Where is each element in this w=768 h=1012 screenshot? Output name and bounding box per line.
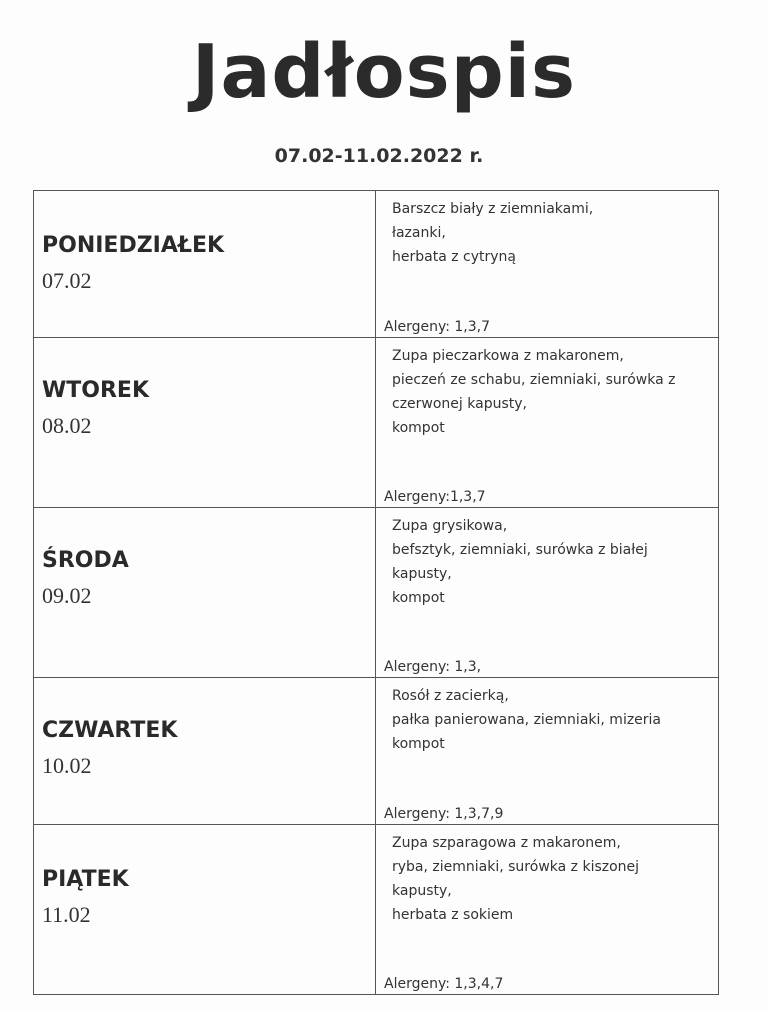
table-row [34, 678, 719, 825]
dish-line: kompot [392, 420, 445, 436]
table-row [34, 508, 719, 678]
allergens-label: Alergeny: 1,3, [384, 659, 482, 675]
dish-line: ryba, ziemniaki, surówka z kiszonej [392, 859, 640, 875]
dish-line: kapusty, [392, 566, 452, 582]
dish-list [384, 338, 718, 440]
table-row [34, 338, 719, 508]
day-date: 07.02 [42, 268, 92, 293]
day-name: PONIEDZIAŁEK [42, 233, 225, 258]
dish-line: kompot [392, 590, 445, 606]
menu-table [33, 190, 719, 995]
day-cell [34, 191, 376, 338]
dish-list [384, 678, 718, 756]
day-date: 10.02 [42, 753, 92, 778]
date-range: 07.02-11.02.2022 r. [274, 145, 484, 167]
day-date: 08.02 [42, 413, 92, 438]
dish-line: herbata z cytryną [392, 249, 516, 265]
dish-cell [376, 678, 719, 825]
day-name: ŚRODA [42, 548, 129, 573]
dish-list [384, 191, 718, 269]
dish-list [384, 825, 718, 927]
dish-line: Zupa pieczarkowa z makaronem, [392, 348, 624, 364]
dish-line: Barszcz biały z ziemniakami, [392, 201, 594, 217]
dish-line: kapusty, [392, 883, 452, 899]
dish-line: Zupa grysikowa, [392, 518, 508, 534]
dish-list [384, 508, 718, 610]
day-name: CZWARTEK [42, 718, 178, 743]
table-row [34, 825, 719, 995]
day-cell [34, 338, 376, 508]
dish-line: Rosół z zacierką, [392, 688, 509, 704]
dish-cell [376, 508, 719, 678]
dish-cell [376, 338, 719, 508]
allergens-label: Alergeny: 1,3,7 [384, 319, 491, 335]
day-cell [34, 678, 376, 825]
allergens-label: Alergeny: 1,3,4,7 [384, 976, 504, 992]
allergens-label: Alergeny:1,3,7 [384, 489, 486, 505]
table-row [34, 191, 719, 338]
day-date: 09.02 [42, 583, 92, 608]
dish-line: łazanki, [392, 225, 446, 241]
day-name: WTOREK [42, 378, 149, 403]
dish-cell [376, 191, 719, 338]
dish-line: herbata z sokiem [392, 907, 514, 923]
dish-line: kompot [392, 736, 445, 752]
day-cell [34, 825, 376, 995]
day-cell [34, 508, 376, 678]
dish-line: pałka panierowana, ziemniaki, mizeria [392, 712, 662, 728]
allergens-label: Alergeny: 1,3,7,9 [384, 806, 504, 822]
page-title: Jadłospis [191, 29, 577, 115]
dish-line: czerwonej kapusty, [392, 396, 527, 412]
dish-line: pieczeń ze schabu, ziemniaki, surówka z [392, 372, 676, 388]
day-name: PIĄTEK [42, 867, 129, 892]
day-date: 11.02 [42, 902, 91, 927]
dish-line: Zupa szparagowa z makaronem, [392, 835, 621, 851]
dish-line: befsztyk, ziemniaki, surówka z białej [392, 542, 648, 558]
dish-cell [376, 825, 719, 995]
